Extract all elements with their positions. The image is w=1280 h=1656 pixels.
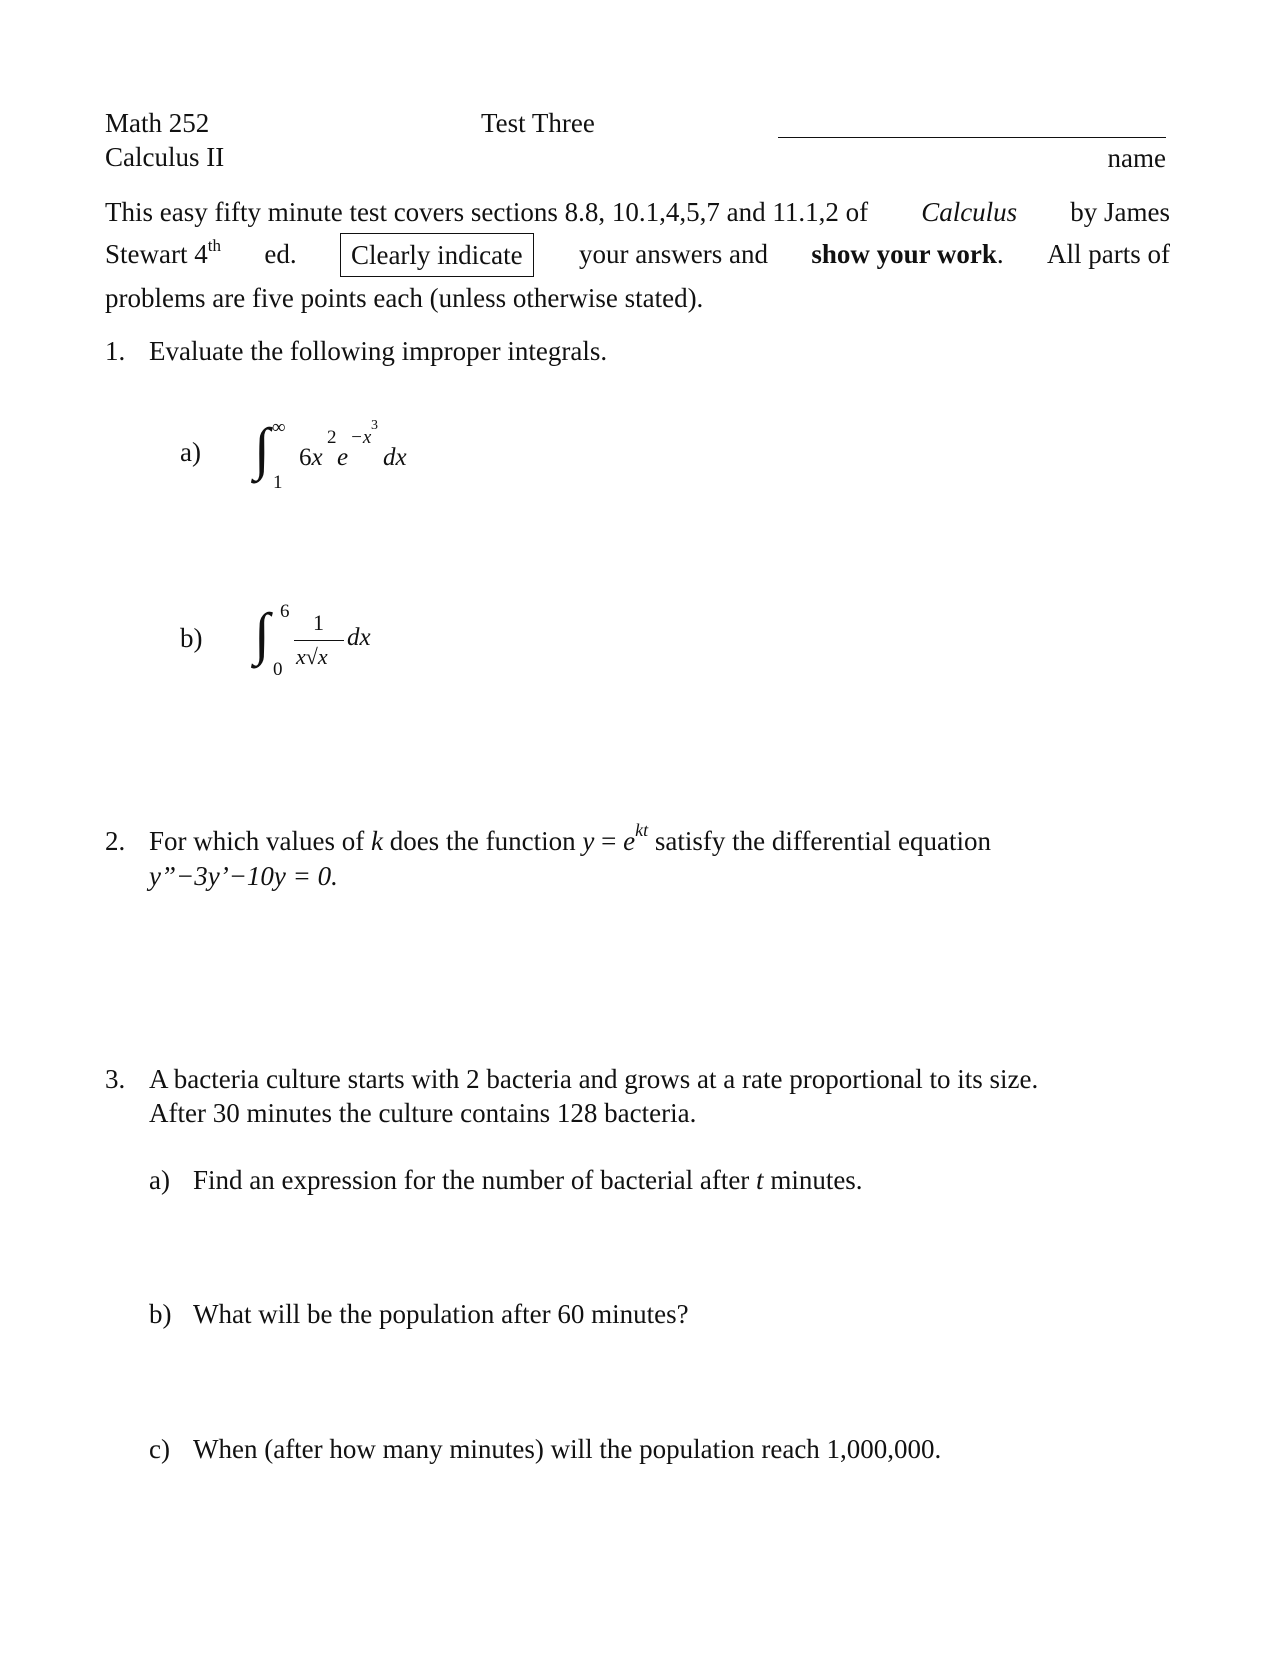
intro-paragraph <box>105 191 1170 319</box>
bold-instruction: show your work <box>811 239 997 269</box>
problem-1b-label: b) <box>180 623 203 653</box>
differential-equation: y”−3y’−10y = 0. <box>149 861 338 891</box>
problem-1-number: 1. <box>105 336 126 366</box>
exp-power-a: −x <box>350 427 372 448</box>
exp-power-exp-a: 3 <box>371 418 378 433</box>
course-number: Math 252 <box>105 108 210 138</box>
upper-limit-a: ∞ <box>272 417 286 438</box>
problem-3c-label: c) <box>149 1434 170 1464</box>
edition-text: ed. <box>264 239 297 269</box>
differential-b: dx <box>347 624 371 651</box>
numerator-b: 1 <box>313 610 324 635</box>
denominator-b: x√x <box>296 644 328 669</box>
boxed-instruction: Clearly indicate <box>340 233 534 277</box>
problem-3b-text: What will be the population after 60 minutes? <box>193 1299 689 1329</box>
problem-3a-text: Find an expression for the number of bacterial after t minutes. <box>193 1165 863 1195</box>
problem-3-line-1: A bacteria culture starts with 2 bacteria and grows at a rate proportional to its size. <box>149 1064 1039 1094</box>
intro-text-end: by James <box>1070 197 1170 227</box>
instruction-tail: All parts of <box>1047 239 1170 269</box>
integral-sign-b: ∫ <box>254 601 270 666</box>
intro-line-1 <box>105 191 1170 233</box>
problem-1a-label: a) <box>180 437 201 467</box>
name-line <box>778 137 1166 138</box>
problem-3b-label: b) <box>149 1299 172 1329</box>
author-text: Stewart 4 <box>105 239 208 269</box>
exp-base-e: e <box>623 826 636 856</box>
var-k: k <box>370 826 383 856</box>
var-t: t <box>756 1165 764 1195</box>
integral-sign-a: ∫ <box>254 416 270 481</box>
intro-line-2: Stewart 4th ed. Clearly indicate your answers and show your work. All parts of <box>105 233 1170 277</box>
name-label: name <box>1107 143 1166 173</box>
intro-line-3: problems are five points each (unless otherwise stated). <box>105 283 704 313</box>
exp-base-a: e <box>337 444 349 471</box>
power-a: 2 <box>327 427 337 448</box>
problem-3a-label: a) <box>149 1165 170 1195</box>
upper-limit-b: 6 <box>280 601 290 622</box>
test-title: Test Three <box>481 108 595 138</box>
problem-3-number: 3. <box>105 1064 126 1094</box>
problem-2-text: For which values of k does the function $y = e^{kt}$ satisfy the differential equation <box>149 820 992 856</box>
integrand-a: 6x <box>299 444 323 471</box>
problem-1-text: Evaluate the following improper integrals. <box>149 336 608 366</box>
problem-2-number: 2. <box>105 826 126 856</box>
intro-text-start: This easy fifty minute test covers sections 8.8, 10.1,4,5,7 and 11.1,2 of <box>105 197 869 227</box>
problem-3c-text: When (after how many minutes) will the population reach 1,000,000. <box>193 1434 942 1464</box>
book-title: Calculus <box>921 197 1018 227</box>
fraction-bar-b <box>294 640 344 641</box>
exp-power-kt: kt <box>635 820 649 840</box>
differential-a: dx <box>383 444 407 471</box>
course-subject: Calculus II <box>105 142 225 172</box>
edition-superscript: th <box>207 236 221 255</box>
problem-3-line-2: After 30 minutes the culture contains 128 bacteria. <box>149 1098 697 1128</box>
instruction-mid: your answers and <box>579 239 768 269</box>
lower-limit-b: 0 <box>273 659 283 680</box>
lower-limit-a: 1 <box>273 472 283 493</box>
